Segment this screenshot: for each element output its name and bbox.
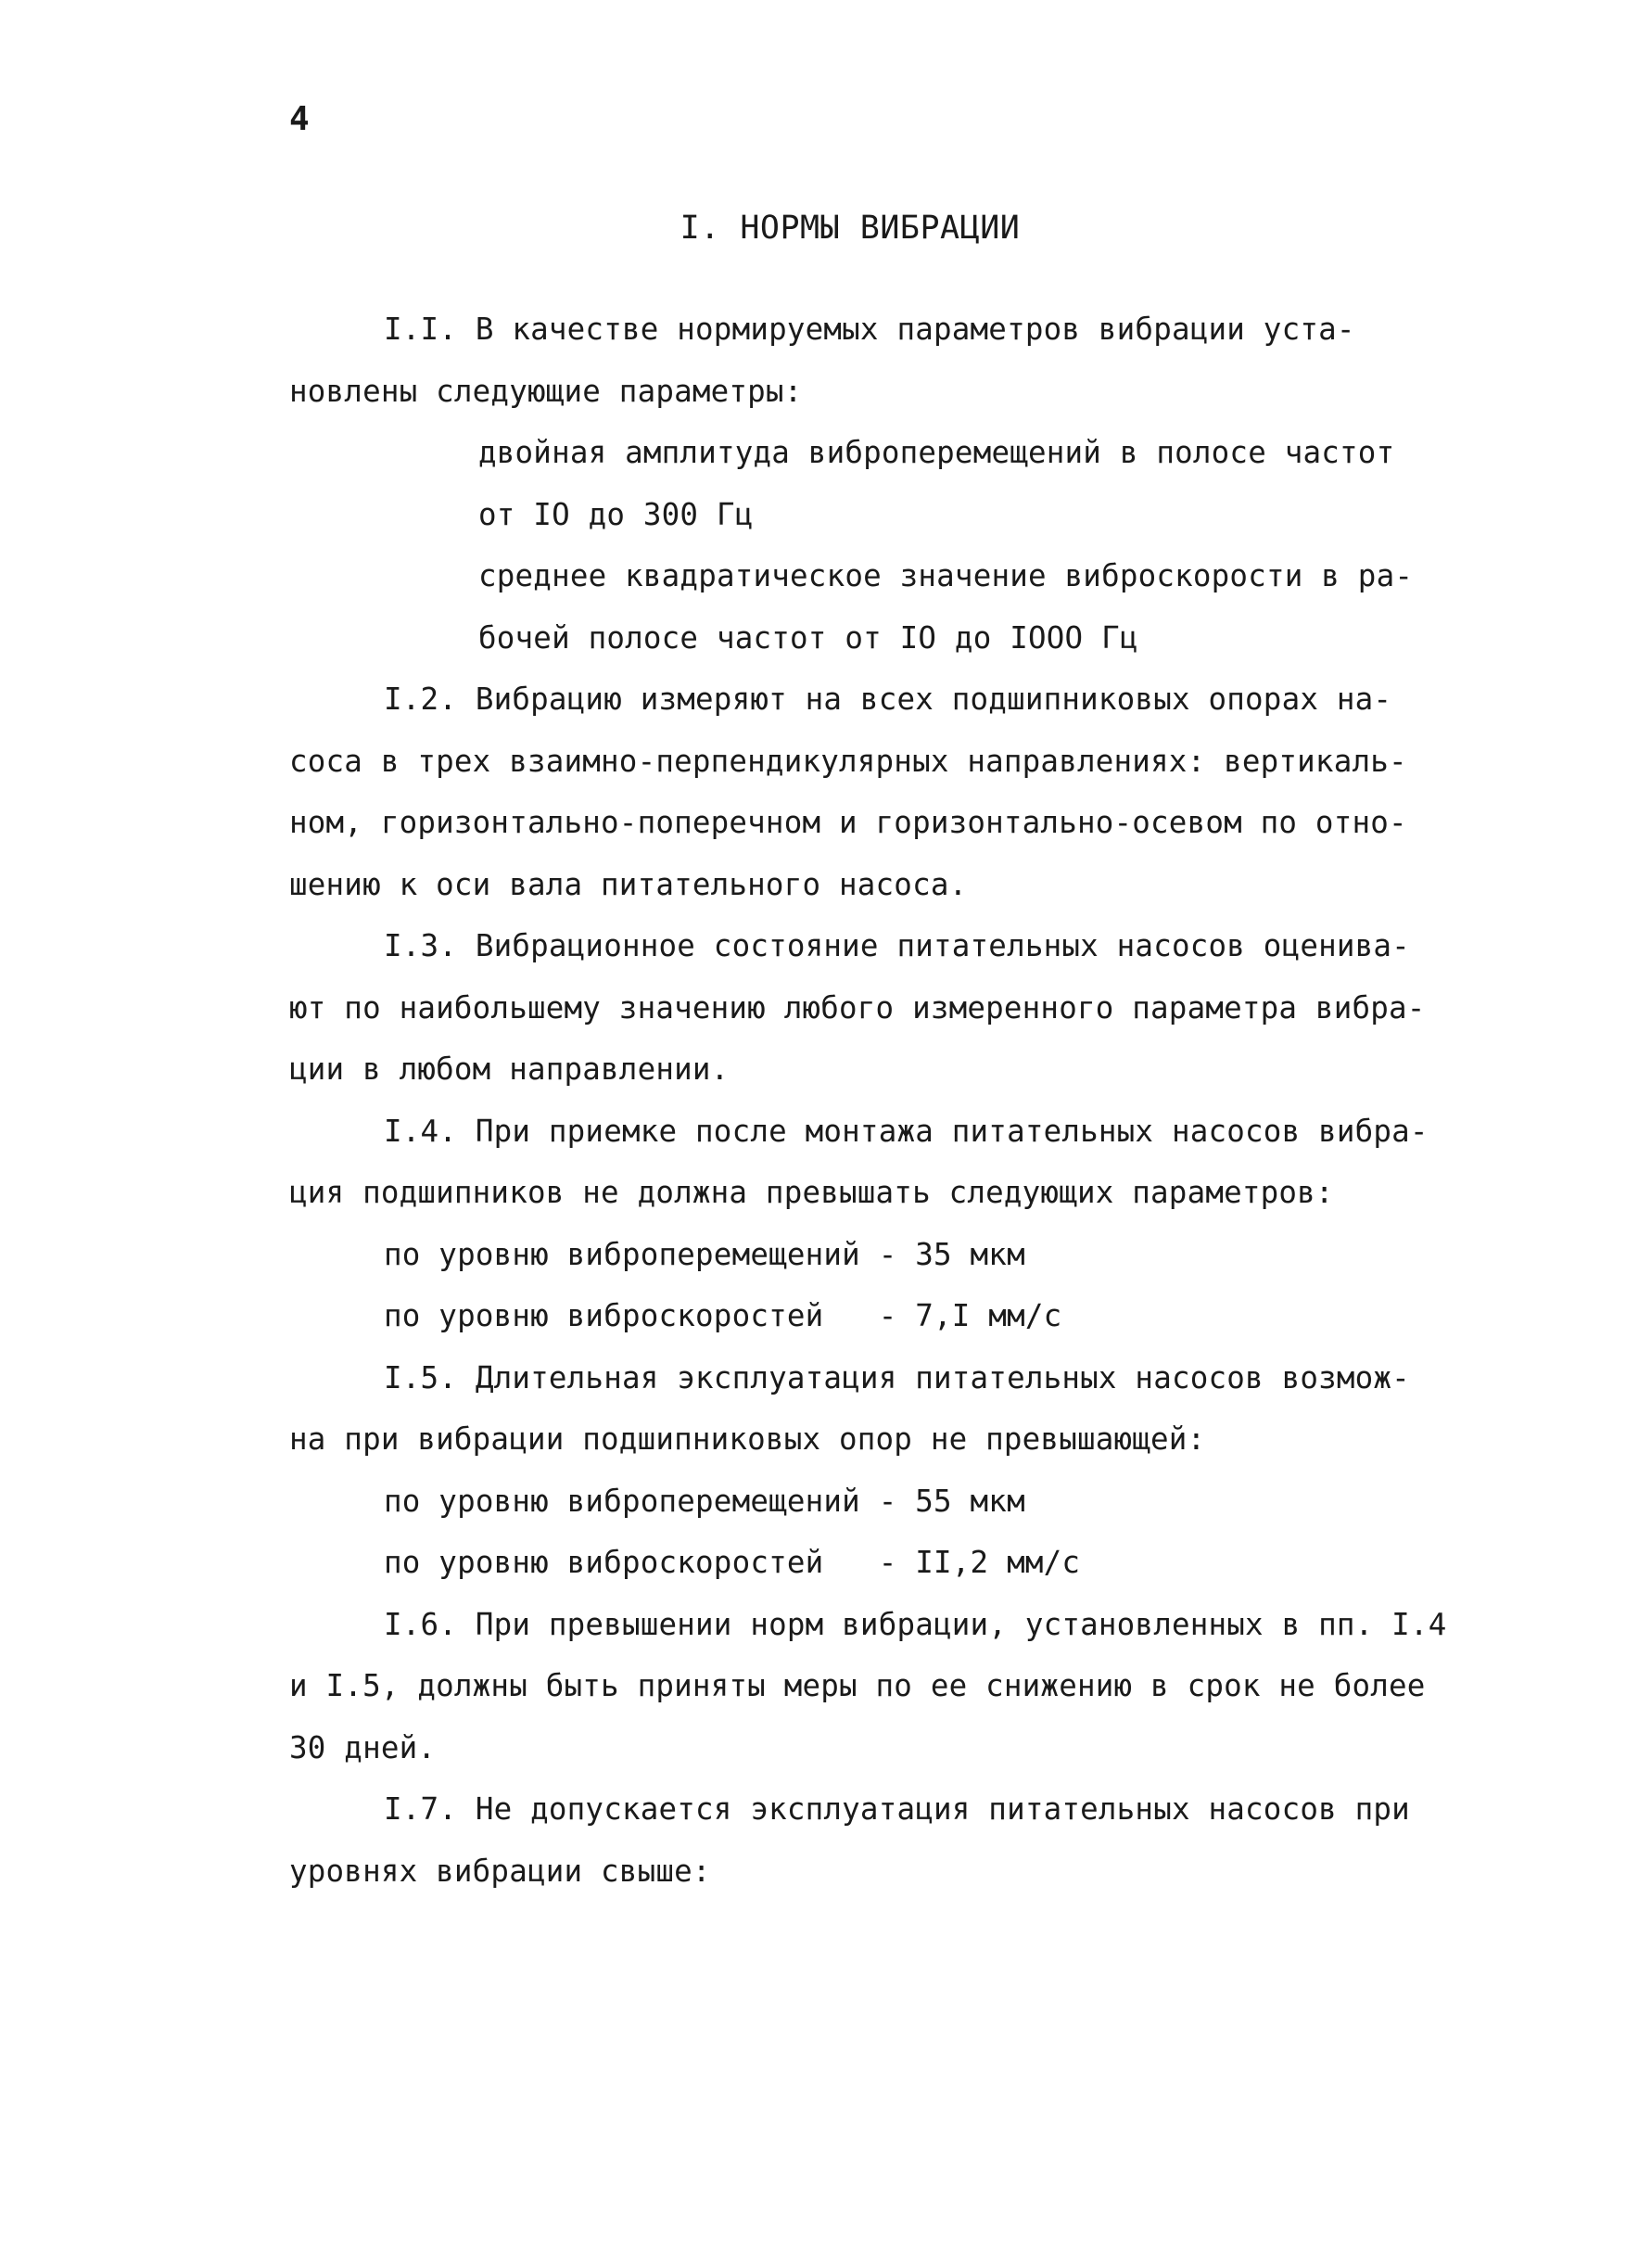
text-line: ном, горизонтально-поперечном и горизонтально-осевом по отно- [289, 805, 1407, 840]
text-line: на при вибрации подшипниковых опор не превышающей: [289, 1421, 1206, 1457]
text-line: двойная амплитуда виброперемещений в полосе частот [478, 435, 1395, 470]
text-line: по уровню виброскоростей - 7,I мм/с [384, 1298, 1062, 1333]
text-line: бочей полосе частот от IO до IOOO Гц [478, 619, 1138, 656]
section-title: I. НОРМЫ ВИБРАЦИИ [680, 210, 1021, 247]
text-line: 30 дней. [289, 1729, 437, 1765]
text-line: I.I. В качестве нормируемых параметров вибрации уста- [384, 312, 1355, 347]
text-line: соса в трех взаимно-перпендикулярных направлениях: вертикаль- [289, 743, 1407, 779]
text-line: I.7. Не допускается эксплуатация питательных насосов при [384, 1791, 1410, 1827]
text-line: I.6. При превышении норм вибрации, установленных в пп. I.4 [384, 1606, 1447, 1642]
body-text [289, 299, 1448, 1902]
text-line: по уровню виброперемещений - 55 мкм [384, 1483, 1025, 1519]
text-line: среднее квадратическое значение виброскорости в ра- [478, 558, 1414, 593]
text-line: по уровню виброскоростей - II,2 мм/с [384, 1545, 1081, 1580]
text-line: уровнях вибрации свыше: [289, 1853, 711, 1889]
text-line: ции в любом направлении. [289, 1051, 730, 1087]
text-line: I.3. Вибрационное состояние питательных насосов оценива- [384, 928, 1410, 963]
text-line: и I.5, должны быть приняты меры по ее снижению в срок не более [289, 1668, 1426, 1703]
text-line: шению к оси вала питательного насоса. [289, 866, 968, 902]
text-line: от IO до 300 Гц [478, 496, 754, 532]
text-line: ют по наибольшему значению любого измеренного параметра вибра- [289, 989, 1426, 1026]
text-line: I.2. Вибрацию измеряют на всех подшипниковых опорах на- [384, 682, 1392, 717]
text-line: I.4. При приемке после монтажа питательных насосов вибра- [384, 1113, 1429, 1149]
page-number: 4 [289, 100, 310, 138]
text-line: новлены следующие параметры: [289, 373, 803, 409]
text-line: I.5. Длительная эксплуатация питательных насосов возмож- [384, 1359, 1410, 1395]
text-line: по уровню виброперемещений - 35 мкм [384, 1236, 1025, 1272]
text-line: ция подшипников не должна превышать следующих параметров: [289, 1175, 1334, 1210]
